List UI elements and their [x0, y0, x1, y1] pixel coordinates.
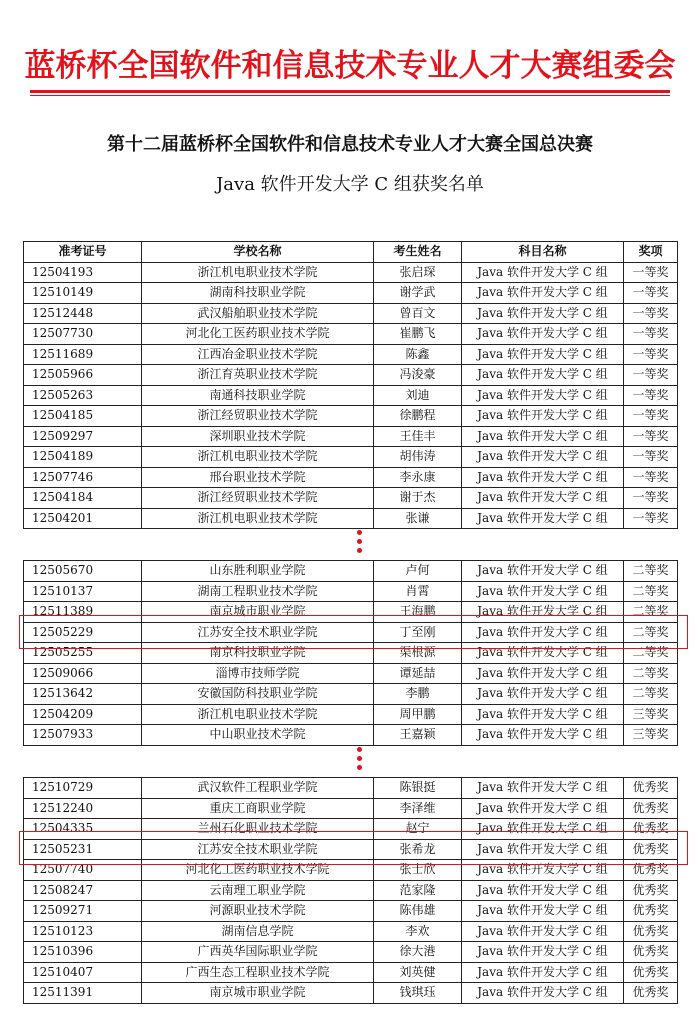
cell-subject: Java 软件开发大学 C 组 [462, 684, 624, 705]
cell-award: 一等奖 [624, 283, 678, 304]
cell-exam-id: 12505670 [24, 561, 142, 582]
cell-award: 优秀奖 [624, 962, 678, 983]
table-row [24, 725, 678, 746]
cell-award: 二等奖 [624, 684, 678, 705]
cell-school: 浙江机电职业技术学院 [142, 262, 374, 283]
awards-table-section-1 [23, 241, 678, 529]
cell-exam-id: 12504185 [24, 406, 142, 427]
cell-school: 河源职业技术学院 [142, 901, 374, 922]
cell-award: 优秀奖 [624, 942, 678, 963]
table-row [24, 983, 678, 1004]
cell-exam-id: 12512240 [24, 798, 142, 819]
cell-exam-id: 12505263 [24, 385, 142, 406]
cell-name: 王海鹏 [374, 602, 462, 623]
cell-name: 曾百文 [374, 303, 462, 324]
cell-exam-id: 12507746 [24, 467, 142, 488]
table-row [24, 303, 678, 324]
cell-subject: Java 软件开发大学 C 组 [462, 942, 624, 963]
cell-award: 二等奖 [624, 643, 678, 664]
header-subject: 科目名称 [462, 242, 624, 263]
cell-award: 一等奖 [624, 508, 678, 529]
cell-subject: Java 软件开发大学 C 组 [462, 426, 624, 447]
title-underline-thin [30, 95, 670, 96]
cell-school: 兰州石化职业技术学院 [142, 819, 374, 840]
table-row [24, 324, 678, 345]
cell-award: 三等奖 [624, 704, 678, 725]
cell-subject: Java 软件开发大学 C 组 [462, 406, 624, 427]
cell-exam-id: 12507740 [24, 860, 142, 881]
cell-subject: Java 软件开发大学 C 组 [462, 839, 624, 860]
title-underline [30, 90, 670, 93]
cell-award: 优秀奖 [624, 860, 678, 881]
cell-exam-id: 12504201 [24, 508, 142, 529]
cell-exam-id: 12505229 [24, 622, 142, 643]
cell-subject: Java 软件开发大学 C 组 [462, 778, 624, 799]
cell-exam-id: 12510407 [24, 962, 142, 983]
cell-award: 一等奖 [624, 385, 678, 406]
cell-subject: Java 软件开发大学 C 组 [462, 983, 624, 1004]
table-row [24, 406, 678, 427]
cell-exam-id: 12509271 [24, 901, 142, 922]
cell-name: 胡伟涛 [374, 447, 462, 468]
header-award: 奖项 [624, 242, 678, 263]
cell-exam-id: 12512448 [24, 303, 142, 324]
cell-subject: Java 软件开发大学 C 组 [462, 344, 624, 365]
cell-award: 优秀奖 [624, 901, 678, 922]
cell-subject: Java 软件开发大学 C 组 [462, 467, 624, 488]
cell-award: 优秀奖 [624, 880, 678, 901]
cell-school: 邢台职业技术学院 [142, 467, 374, 488]
cell-exam-id: 12510729 [24, 778, 142, 799]
cell-award: 优秀奖 [624, 778, 678, 799]
cell-name: 徐鹏程 [374, 406, 462, 427]
table-row [24, 426, 678, 447]
cell-name: 李泽维 [374, 798, 462, 819]
cell-name: 谢学武 [374, 283, 462, 304]
cell-exam-id: 12504335 [24, 819, 142, 840]
cell-name: 谭延喆 [374, 663, 462, 684]
cell-name: 陈鑫 [374, 344, 462, 365]
cell-name: 谢于杰 [374, 488, 462, 509]
header-exam-id: 准考证号 [24, 242, 142, 263]
cell-exam-id: 12511689 [24, 344, 142, 365]
cell-subject: Java 软件开发大学 C 组 [462, 901, 624, 922]
cell-award: 二等奖 [624, 602, 678, 623]
cell-exam-id: 12505255 [24, 643, 142, 664]
cell-school: 淄博市技师学院 [142, 663, 374, 684]
cell-school: 南通科技职业学院 [142, 385, 374, 406]
cell-exam-id: 12504209 [24, 704, 142, 725]
cell-school: 浙江育英职业技术学院 [142, 365, 374, 386]
table-row [24, 581, 678, 602]
cell-subject: Java 软件开发大学 C 组 [462, 819, 624, 840]
cell-school: 湖南信息学院 [142, 921, 374, 942]
table-row [24, 467, 678, 488]
cell-subject: Java 软件开发大学 C 组 [462, 283, 624, 304]
cell-exam-id: 12508247 [24, 880, 142, 901]
cell-exam-id: 12507730 [24, 324, 142, 345]
ellipsis-dots [357, 530, 363, 557]
cell-name: 李欢 [374, 921, 462, 942]
table-row [24, 262, 678, 283]
cell-school: 南京科技职业学院 [142, 643, 374, 664]
cell-exam-id: 12504189 [24, 447, 142, 468]
cell-name: 张士欣 [374, 860, 462, 881]
cell-award: 一等奖 [624, 303, 678, 324]
highlight-box [19, 615, 688, 649]
cell-award: 二等奖 [624, 663, 678, 684]
cell-school: 湖南科技职业学院 [142, 283, 374, 304]
cell-school: 浙江经贸职业技术学院 [142, 406, 374, 427]
cell-name: 渠根源 [374, 643, 462, 664]
cell-school: 浙江机电职业技术学院 [142, 704, 374, 725]
cell-exam-id: 12504193 [24, 262, 142, 283]
table-row [24, 283, 678, 304]
cell-award: 一等奖 [624, 324, 678, 345]
cell-school: 南京城市职业学院 [142, 602, 374, 623]
cell-award: 二等奖 [624, 561, 678, 582]
cell-name: 刘英健 [374, 962, 462, 983]
cell-exam-id: 12510123 [24, 921, 142, 942]
cell-name: 肖霄 [374, 581, 462, 602]
ellipsis-dots [357, 747, 363, 774]
cell-award: 优秀奖 [624, 839, 678, 860]
cell-subject: Java 软件开发大学 C 组 [462, 798, 624, 819]
cell-school: 江苏安全技术职业学院 [142, 839, 374, 860]
cell-exam-id: 12510137 [24, 581, 142, 602]
cell-school: 广西英华国际职业学院 [142, 942, 374, 963]
cell-school: 山东胜利职业学院 [142, 561, 374, 582]
table-row [24, 880, 678, 901]
cell-school: 武汉船舶职业技术学院 [142, 303, 374, 324]
cell-exam-id: 12510149 [24, 283, 142, 304]
table-row [24, 488, 678, 509]
cell-exam-id: 12513642 [24, 684, 142, 705]
cell-award: 一等奖 [624, 262, 678, 283]
highlight-box [19, 831, 688, 865]
table-row [24, 344, 678, 365]
cell-name: 王嘉颖 [374, 725, 462, 746]
cell-name: 范家隆 [374, 880, 462, 901]
table-row [24, 921, 678, 942]
cell-school: 武汉软件工程职业学院 [142, 778, 374, 799]
cell-name: 赵宁 [374, 819, 462, 840]
cell-exam-id: 12505966 [24, 365, 142, 386]
cell-name: 陈伟雄 [374, 901, 462, 922]
cell-subject: Java 软件开发大学 C 组 [462, 488, 624, 509]
awards-table-section-3 [23, 777, 678, 1004]
cell-school: 湖南工程职业技术学院 [142, 581, 374, 602]
cell-school: 深圳职业技术学院 [142, 426, 374, 447]
cell-name: 陈银挺 [374, 778, 462, 799]
cell-exam-id: 12510396 [24, 942, 142, 963]
table-row [24, 778, 678, 799]
cell-award: 一等奖 [624, 488, 678, 509]
cell-exam-id: 12507933 [24, 725, 142, 746]
cell-award: 二等奖 [624, 622, 678, 643]
header-name: 考生姓名 [374, 242, 462, 263]
table-row [24, 447, 678, 468]
document-title: 第十二届蓝桥杯全国软件和信息技术专业人才大赛全国总决赛 [107, 134, 593, 155]
cell-subject: Java 软件开发大学 C 组 [462, 581, 624, 602]
cell-award: 二等奖 [624, 581, 678, 602]
cell-subject: Java 软件开发大学 C 组 [462, 643, 624, 664]
table-row [24, 704, 678, 725]
cell-school: 广西生态工程职业技术学院 [142, 962, 374, 983]
cell-name: 刘迪 [374, 385, 462, 406]
cell-subject: Java 软件开发大学 C 组 [462, 561, 624, 582]
cell-exam-id: 12511389 [24, 602, 142, 623]
table-row [24, 365, 678, 386]
cell-name: 周甲鹏 [374, 704, 462, 725]
cell-subject: Java 软件开发大学 C 组 [462, 324, 624, 345]
cell-subject: Java 软件开发大学 C 组 [462, 262, 624, 283]
cell-subject: Java 软件开发大学 C 组 [462, 880, 624, 901]
table-row [24, 798, 678, 819]
cell-school: 南京城市职业学院 [142, 983, 374, 1004]
cell-school: 安徽国防科技职业学院 [142, 684, 374, 705]
cell-award: 一等奖 [624, 365, 678, 386]
cell-subject: Java 软件开发大学 C 组 [462, 962, 624, 983]
cell-name: 张谦 [374, 508, 462, 529]
awards-table-section-2 [23, 560, 678, 746]
cell-name: 李永康 [374, 467, 462, 488]
cell-subject: Java 软件开发大学 C 组 [462, 663, 624, 684]
cell-exam-id: 12505231 [24, 839, 142, 860]
table-row [24, 561, 678, 582]
cell-subject: Java 软件开发大学 C 组 [462, 385, 624, 406]
cell-school: 河北化工医药职业技术学院 [142, 324, 374, 345]
cell-school: 中山职业技术学院 [142, 725, 374, 746]
cell-award: 一等奖 [624, 344, 678, 365]
organization-title: 蓝桥杯全国软件和信息技术专业人才大赛组委会 [24, 48, 676, 84]
cell-subject: Java 软件开发大学 C 组 [462, 921, 624, 942]
cell-school: 浙江经贸职业技术学院 [142, 488, 374, 509]
cell-school: 云南理工职业学院 [142, 880, 374, 901]
table-header-row [24, 242, 678, 263]
cell-exam-id: 12509297 [24, 426, 142, 447]
cell-school: 浙江机电职业技术学院 [142, 447, 374, 468]
cell-subject: Java 软件开发大学 C 组 [462, 622, 624, 643]
table-row [24, 508, 678, 529]
cell-subject: Java 软件开发大学 C 组 [462, 447, 624, 468]
cell-award: 一等奖 [624, 467, 678, 488]
cell-school: 重庆工商职业学院 [142, 798, 374, 819]
cell-name: 张希龙 [374, 839, 462, 860]
cell-school: 河北化工医药职业技术学院 [142, 860, 374, 881]
cell-award: 优秀奖 [624, 798, 678, 819]
table-row [24, 663, 678, 684]
cell-name: 钱琪珏 [374, 983, 462, 1004]
cell-subject: Java 软件开发大学 C 组 [462, 602, 624, 623]
cell-subject: Java 软件开发大学 C 组 [462, 365, 624, 386]
cell-award: 一等奖 [624, 426, 678, 447]
table-row [24, 962, 678, 983]
table-row [24, 684, 678, 705]
cell-award: 优秀奖 [624, 983, 678, 1004]
cell-name: 王佳丰 [374, 426, 462, 447]
cell-name: 丁至刚 [374, 622, 462, 643]
cell-exam-id: 12504184 [24, 488, 142, 509]
table-row [24, 942, 678, 963]
cell-school: 江苏安全技术职业学院 [142, 622, 374, 643]
cell-school: 浙江机电职业技术学院 [142, 508, 374, 529]
document-subtitle: Java 软件开发大学 C 组获奖名单 [216, 174, 484, 195]
cell-subject: Java 软件开发大学 C 组 [462, 860, 624, 881]
cell-exam-id: 12509066 [24, 663, 142, 684]
cell-name: 卢何 [374, 561, 462, 582]
cell-award: 一等奖 [624, 406, 678, 427]
table-row [24, 901, 678, 922]
cell-exam-id: 12511391 [24, 983, 142, 1004]
header-school: 学校名称 [142, 242, 374, 263]
cell-subject: Java 软件开发大学 C 组 [462, 725, 624, 746]
cell-name: 崔鹏飞 [374, 324, 462, 345]
cell-award: 优秀奖 [624, 921, 678, 942]
cell-school: 江西冶金职业技术学院 [142, 344, 374, 365]
cell-name: 张启琛 [374, 262, 462, 283]
cell-subject: Java 软件开发大学 C 组 [462, 704, 624, 725]
cell-award: 优秀奖 [624, 819, 678, 840]
cell-name: 李鹏 [374, 684, 462, 705]
cell-award: 一等奖 [624, 447, 678, 468]
cell-award: 三等奖 [624, 725, 678, 746]
cell-name: 冯浚豪 [374, 365, 462, 386]
cell-subject: Java 软件开发大学 C 组 [462, 508, 624, 529]
table-row [24, 385, 678, 406]
cell-name: 徐大港 [374, 942, 462, 963]
cell-subject: Java 软件开发大学 C 组 [462, 303, 624, 324]
